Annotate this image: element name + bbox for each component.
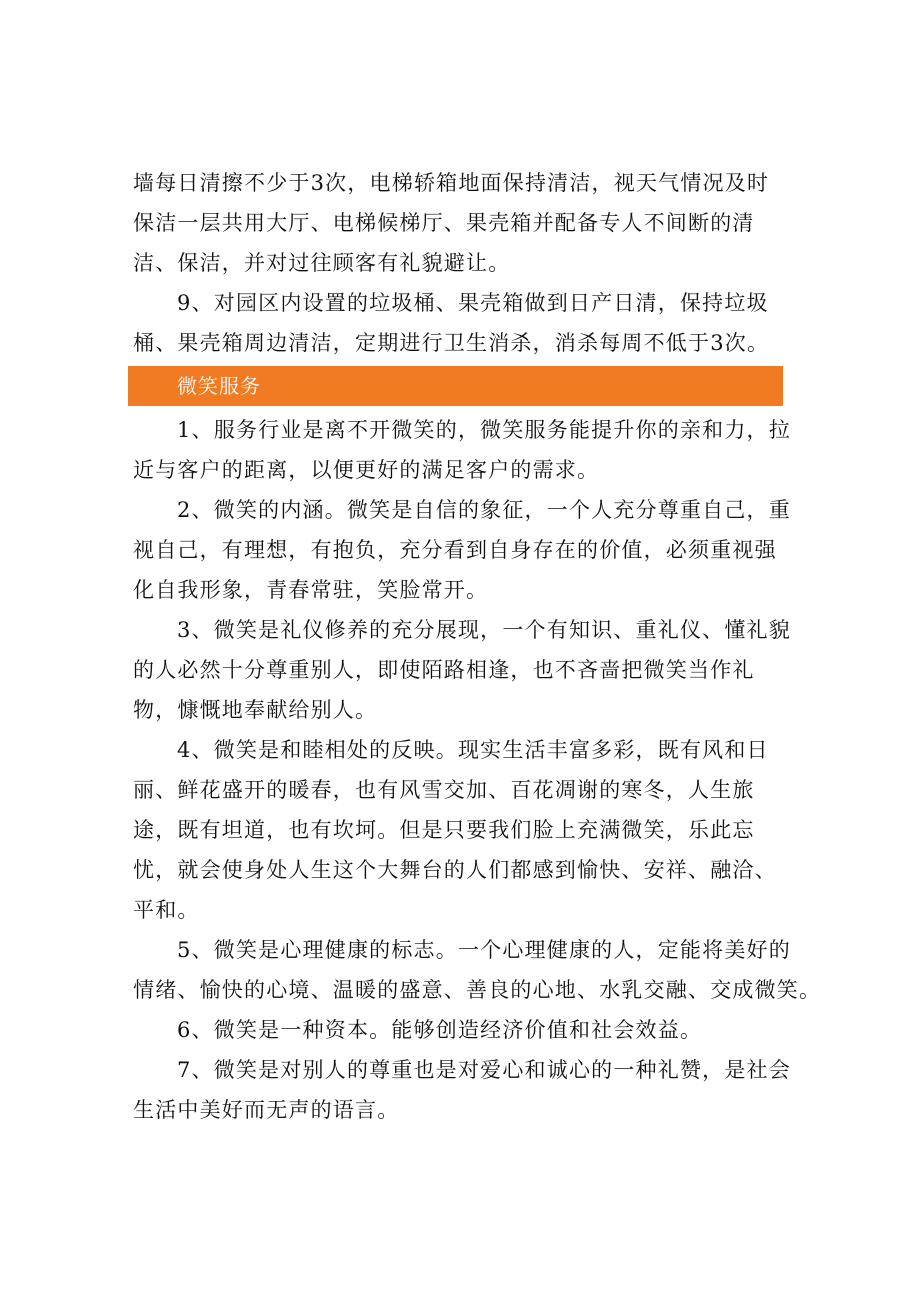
paragraph-line: 桶、果壳箱周边清洁，定期进行卫生消杀，消杀每周不低于3次。 bbox=[133, 331, 770, 355]
paragraph-line: 平和。 bbox=[133, 898, 200, 922]
section-title: 微笑服务 bbox=[177, 374, 261, 398]
paragraph-line: 3、微笑是礼仪修养的充分展现，一个有知识、重礼仪、懂礼貌 bbox=[177, 618, 791, 642]
paragraph-line: 墙每日清擦不少于3次，电梯轿箱地面保持清洁，视天气情况及时 bbox=[133, 171, 770, 195]
paragraph-line: 情绪、愉快的心境、温暖的盛意、善良的心地、水乳交融、交成微笑。 bbox=[133, 978, 822, 1002]
paragraph-line: 保洁一层共用大厅、电梯候梯厅、果壳箱并配备专人不间断的清 bbox=[133, 211, 755, 235]
section-banner bbox=[128, 366, 783, 406]
paragraph-line: 丽、鲜花盛开的暖春，也有风雪交加、百花凋谢的寒冬，人生旅 bbox=[133, 778, 755, 802]
paragraph-line: 2、微笑的内涵。微笑是自信的象征，一个人充分尊重自己，重 bbox=[177, 498, 791, 522]
paragraph-line: 5、微笑是心理健康的标志。一个心理健康的人，定能将美好的 bbox=[177, 938, 791, 962]
paragraph-line: 6、微笑是一种资本。能够创造经济价值和社会效益。 bbox=[177, 1018, 703, 1042]
paragraph-line: 7、微笑是对别人的尊重也是对爱心和诚心的一种礼赞，是社会 bbox=[177, 1058, 791, 1082]
paragraph-line: 9、对园区内设置的垃圾桶、果壳箱做到日产日清，保持垃圾 bbox=[177, 291, 769, 315]
paragraph-line: 物，慷慨地奉献给别人。 bbox=[133, 698, 378, 722]
paragraph-line: 途，既有坦道，也有坎坷。但是只要我们脸上充满微笑，乐此忘 bbox=[133, 818, 755, 842]
paragraph-line: 1、服务行业是离不开微笑的，微笑服务能提升你的亲和力，拉 bbox=[177, 418, 791, 442]
paragraph-line: 的人必然十分尊重别人，即使陌路相逢，也不吝啬把微笑当作礼 bbox=[133, 658, 755, 682]
paragraph-line: 近与客户的距离，以便更好的满足客户的需求。 bbox=[133, 458, 600, 482]
paragraph-line: 生活中美好而无声的语言。 bbox=[133, 1098, 400, 1122]
smile-service-paragraphs bbox=[133, 410, 822, 1130]
paragraph-line: 洁、保洁，并对过往顾客有礼貌避让。 bbox=[133, 251, 511, 275]
paragraph-line: 忧，就会使身处人生这个大舞台的人们都感到愉快、安祥、融洽、 bbox=[133, 858, 777, 882]
paragraph-line: 视自己，有理想，有抱负，充分看到自身存在的价值，必须重视强 bbox=[133, 538, 777, 562]
cleaning-paragraphs bbox=[133, 163, 785, 363]
paragraph-line: 化自我形象，青春常驻，笑脸常开。 bbox=[133, 578, 489, 602]
paragraph-line: 4、微笑是和睦相处的反映。现实生活丰富多彩，既有风和日 bbox=[177, 738, 769, 762]
